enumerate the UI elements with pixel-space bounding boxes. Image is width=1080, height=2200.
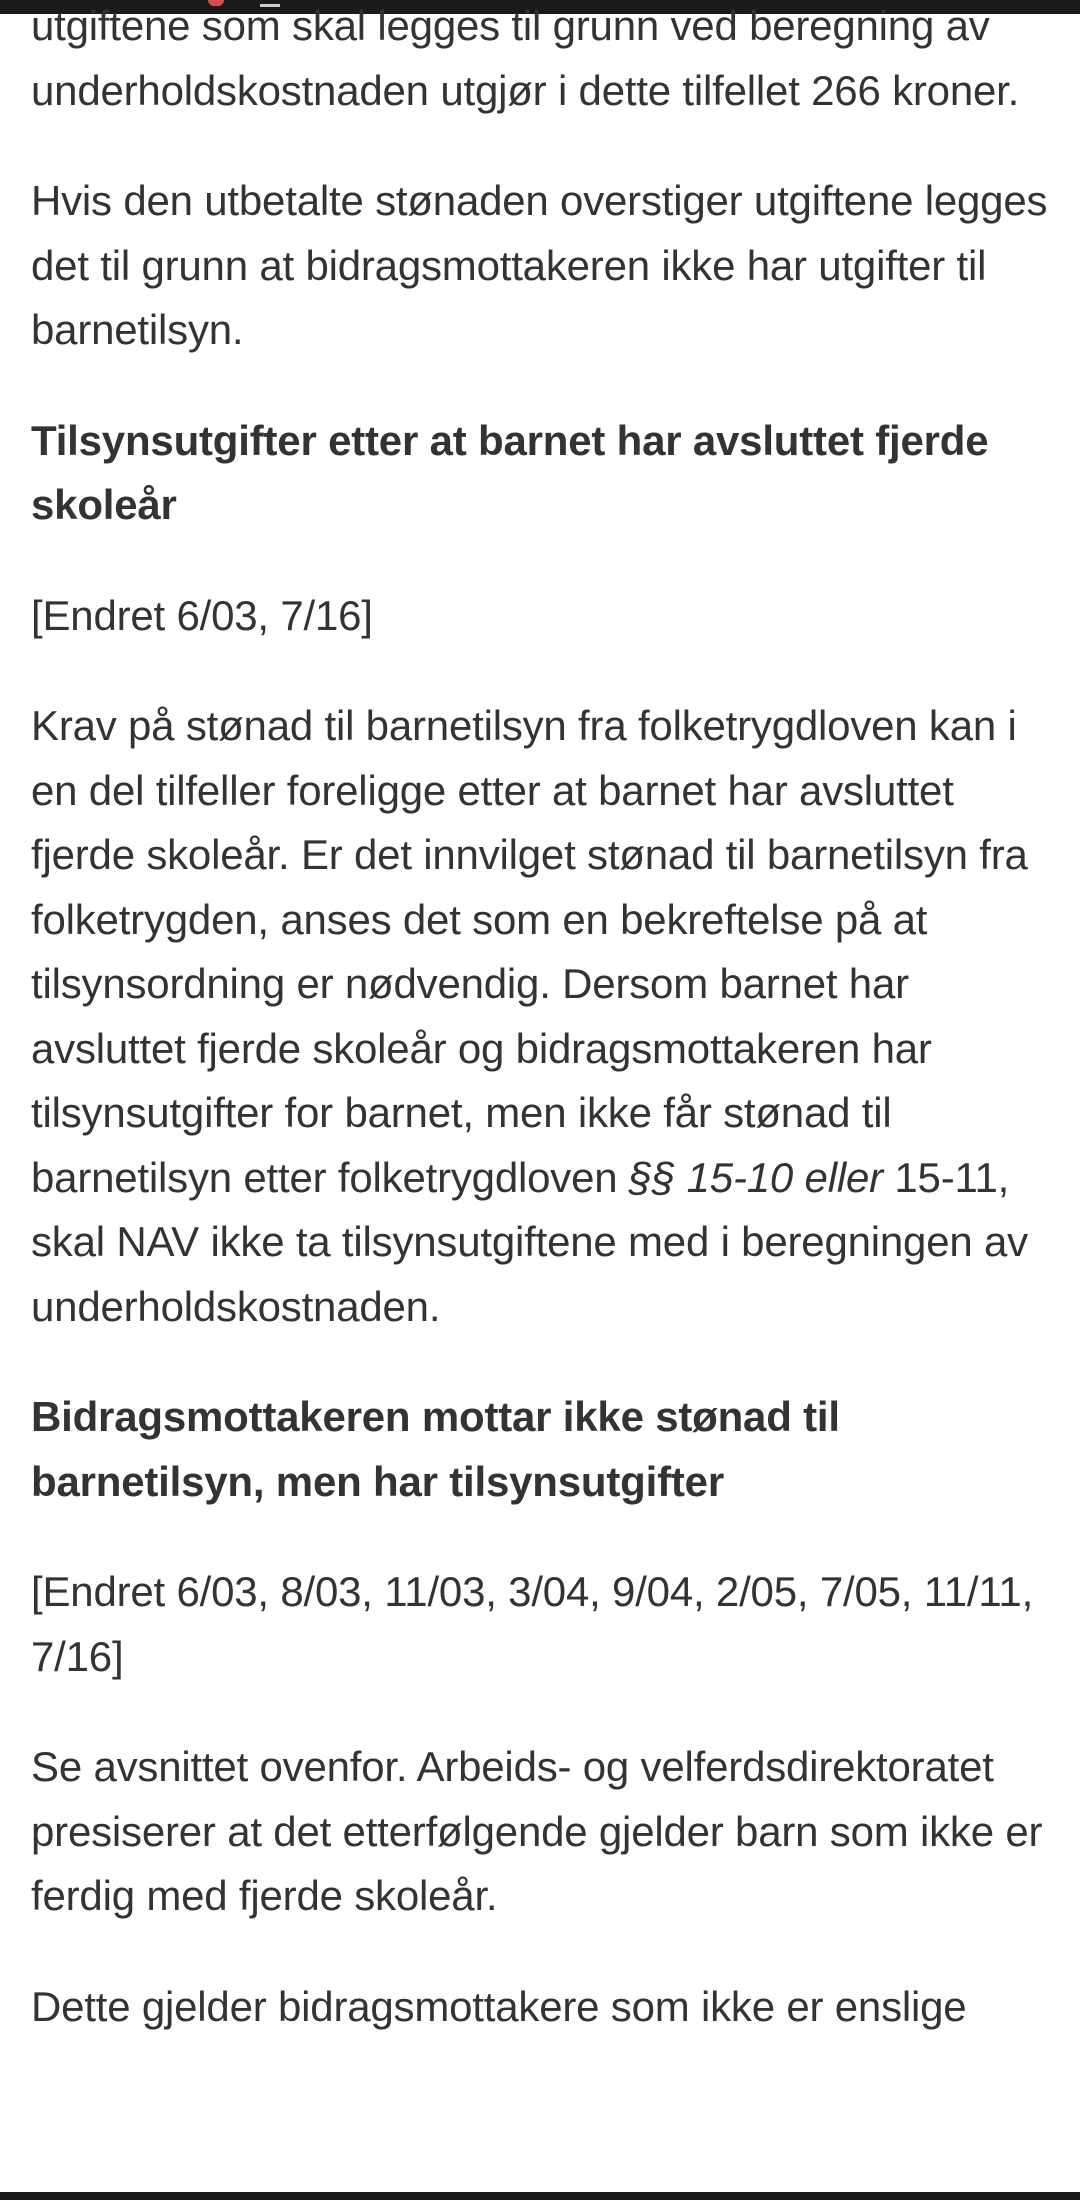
paragraph-exceeding-benefit: Hvis den utbetalte stønaden overstiger utgiftene legges det til grunn at bidragsmottakeren ikke har utgifter til barnetilsyn. (31, 177, 1048, 353)
article-content (31, 0, 1051, 2085)
paragraph-text-part1: Krav på stønad til barnetilsyn fra folketrygdloven kan i en del tilfeller foreligge etter at barnet har avsluttet fjerde skoleår. Er det innvilget stønad til barnetilsyn fra folketrygden, anses det som en bekreftelse på at tilsynsordning er nødvendig. Dersom barnet har avsluttet fjerde skoleår og bidragsmottakeren har tilsynsutgifter for barnet, men ikke får stønad til barnetilsyn etter folketrygdloven (31, 702, 1028, 1201)
paragraph-not-single: Dette gjelder bidragsmottakere som ikke er enslige (31, 1982, 967, 2030)
heading-no-benefit-has-expenses: Bidragsmottakeren mottar ikke stønad til barnetilsyn, men har tilsynsutgifter (31, 1393, 840, 1505)
paragraph-cost-amount: utgiftene som skal legges til grunn ved beregning av underholdskostnaden utgjør i dette tilfellet 266 kroner. (31, 2, 1020, 114)
heading-after-fourth-school-year: Tilsynsutgifter etter at barnet har avsluttet fjerde skoleår (31, 416, 989, 528)
law-reference-link[interactable]: §§ 15-10 eller (628, 1153, 883, 1201)
paragraph-see-above: Se avsnittet ovenfor. Arbeids- og velferdsdirektoratet presiserer at det etterfølgende gjelder barn som ikke er ferdig med fjerde skoleår. (31, 1743, 1043, 1919)
amendment-note-1: [Endret 6/03, 7/16] (31, 591, 373, 639)
amendment-note-2: [Endret 6/03, 8/03, 11/03, 3/04, 9/04, 2/05, 7/05, 11/11, 7/16] (31, 1568, 1034, 1680)
paragraph-text-part2: 15-11, skal NAV ikke ta tilsynsutgiftene med i beregningen av underholdskostnaden. (31, 1153, 1028, 1330)
paragraph-childcare-claim (31, 694, 1051, 1339)
navigation-bar (0, 2192, 1080, 2200)
